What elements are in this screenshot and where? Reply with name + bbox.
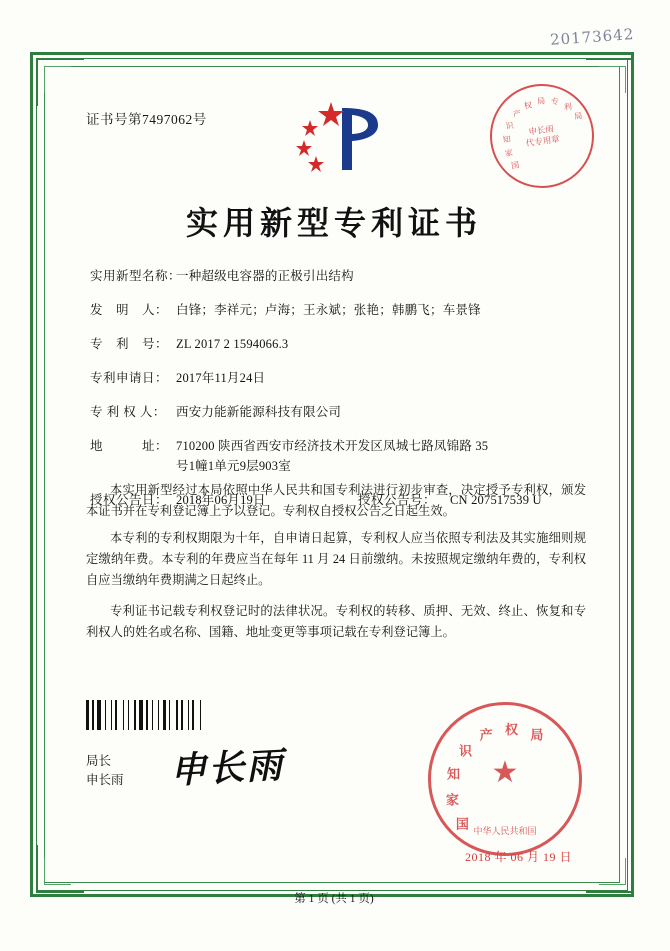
seal-bottom-text: 中华人民共和国 (473, 826, 537, 836)
address-line-2: 号1幢1单元9层903室 (176, 459, 291, 473)
field-value: 西安力能新能源科技有限公司 (176, 405, 342, 419)
paragraph-1: 本实用新型经过本局依照中华人民共和国专利法进行初步审查，决定授予专利权，颁发本证书并在专利登记簿上予以登记。专利权自授权公告之日起生效。 (86, 483, 586, 518)
seal-star-icon: ★ (491, 756, 519, 790)
field-label: 专 利 权 人： (90, 405, 166, 419)
field-value: 2017年11月24日 (176, 371, 266, 385)
field-value: 2018年06月19日 (176, 493, 266, 507)
field-value: 一种超级电容器的正极引出结构 (176, 269, 354, 283)
field-row-utility-name (90, 268, 590, 285)
field-label: 地 址： (90, 439, 169, 453)
handwritten-signature: 申长雨 (169, 744, 286, 792)
certificate-content (60, 80, 608, 905)
field-row-inventors (90, 302, 590, 319)
barcode-icon (86, 700, 272, 730)
field-label: 实用新型名称： (90, 269, 182, 283)
certificate-number: 证书号第7497062号 (86, 112, 207, 127)
seal-date: 2018 年 06 月 19 日 (464, 850, 572, 864)
field-label: 授权公告日： (90, 493, 169, 507)
field-row-address (90, 438, 590, 475)
field-label: 专 利 号： (90, 337, 169, 351)
page-title: 实用新型专利证书 (185, 204, 482, 242)
field-value: CN 207517539 U (450, 493, 542, 507)
field-label: 授权公告号： (358, 493, 437, 507)
director-title-label: 局长 (86, 754, 112, 768)
legal-text-block (86, 480, 586, 649)
address-line-1: 710200 陕西省西安市经济技术开发区凤城七路凤锦路 35 (176, 439, 489, 453)
seal-arc-text: 国 家 知 识 产 权 局 (445, 722, 544, 832)
field-value: 白锋；李祥元；卢海；王永斌；张艳；韩鹏飞；车景锋 (176, 303, 481, 317)
field-row-patentee (90, 404, 590, 421)
seal-center-text: 申长雨 代专用章 (525, 123, 561, 149)
field-label: 发 明 人： (90, 303, 169, 317)
patent-emblem-icon (274, 96, 404, 176)
red-round-seal-icon (483, 77, 600, 194)
paragraph-3: 专利证书记载专利权登记时的法律状况。专利权的转移、质押、无效、终止、恢复和专利权人的姓名或名称、国籍、地址变更等事项记载在专利登记簿上。 (86, 604, 586, 639)
field-value-address (176, 438, 590, 475)
field-row-patent-number (90, 336, 590, 353)
field-value: ZL 2017 2 1594066.3 (176, 337, 289, 351)
handwritten-reference-number: 20173642 (549, 25, 635, 49)
seal-ring-text: 国 家 知 识 产 权 局 专 利 局 (502, 96, 583, 171)
red-round-official-seal-icon (428, 702, 582, 856)
signature-block (86, 752, 124, 790)
field-row-application-date (90, 370, 590, 387)
director-name-label: 申长雨 (86, 773, 124, 787)
field-label: 专利申请日： (90, 371, 169, 385)
page-footer: 第 1 页 (共 1 页) (294, 893, 374, 905)
paragraph-2: 本专利的专利权期限为十年，自申请日起算，专利权人应当依照专利法及其实施细则规定缴纳年费。本专利的年费应当在每年 11 月 24 日前缴纳。未按照规定缴纳年费的，专利权自应当缴纳年费期满之日起终止。 (86, 531, 586, 587)
